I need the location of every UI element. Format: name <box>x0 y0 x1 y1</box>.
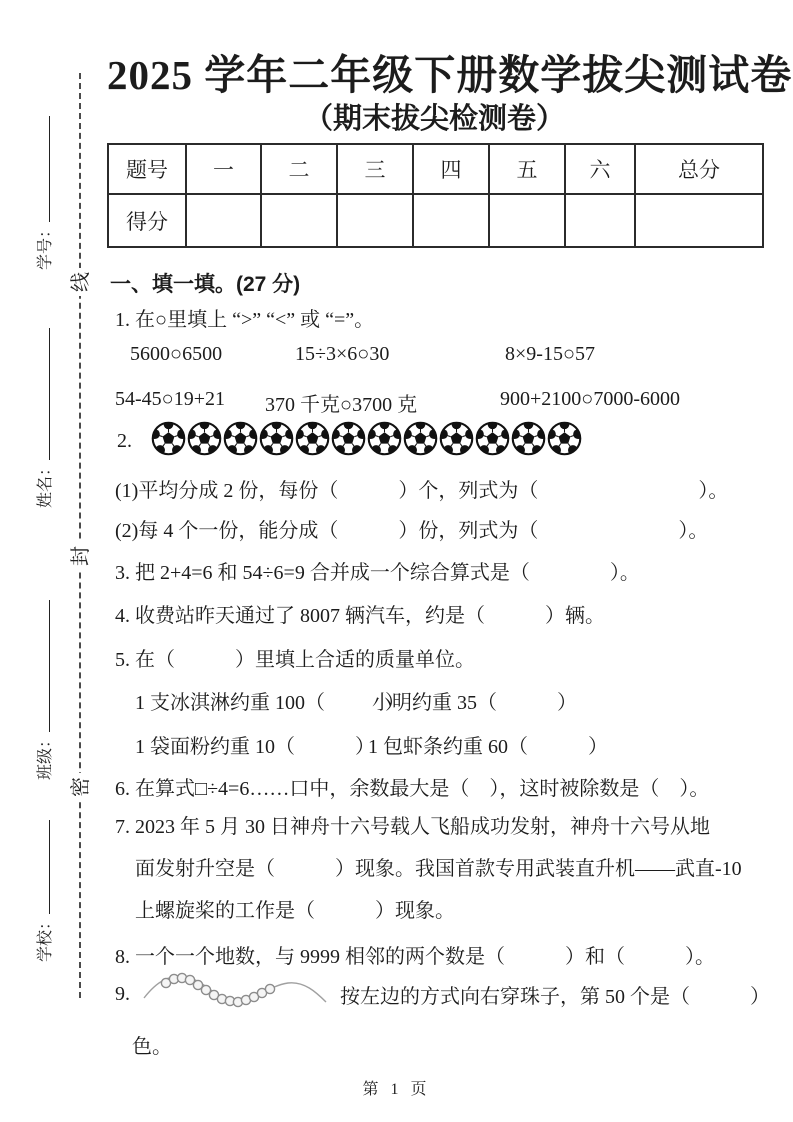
q1-expression: 54-45○19+21 <box>115 388 226 410</box>
student-number-blank <box>37 116 50 222</box>
question-8: 8. 一个一个地数，与 9999 相邻的两个数是（ ）和（ ）。 <box>115 946 715 968</box>
col-header-5: 五 <box>489 144 565 194</box>
question-9-text: 按左边的方式向右穿珠子，第 50 个是（ ） <box>340 986 770 1008</box>
school-blank <box>37 820 50 914</box>
q1-expression: 370 千克○3700 克 <box>265 394 418 416</box>
question-3: 3. 把 2+4=6 和 54÷6=9 合并成一个综合算式是（ ）。 <box>115 562 640 584</box>
soccer-balls <box>151 421 583 456</box>
col-header-1: 一 <box>186 144 261 194</box>
q1-expression: 15÷3×6○30 <box>295 343 390 365</box>
col-header-6: 六 <box>565 144 635 194</box>
q7-line-2: 面发射升空是（ ）现象。我国首款专用武装直升机——武直-10 <box>135 858 742 880</box>
score-cell <box>413 194 489 247</box>
soccer-ball-icon <box>547 421 582 456</box>
name-label: 姓名： <box>37 459 54 508</box>
question-2-sub-2: (2)每 4 个一份，能分成（ ）份，列式为（ ）。 <box>115 520 709 542</box>
score-table-header-row <box>108 144 763 194</box>
q7-line-1: 7. 2023 年 5 月 30 日神舟十六号载人飞船成功发射，神舟十六号从地 <box>115 816 710 838</box>
q7-line-3: 上螺旋桨的工作是（ ）现象。 <box>135 900 455 922</box>
school-label: 学校： <box>37 913 54 962</box>
soccer-ball-icon <box>259 421 294 456</box>
score-cell <box>565 194 635 247</box>
q5-item: 1 支冰淇淋约重 100（ ） <box>135 692 405 714</box>
question-9-number: 9. <box>115 983 130 1005</box>
q5-item: 1 袋面粉约重 10（ ） <box>135 736 375 758</box>
score-cell <box>261 194 337 247</box>
score-cell <box>337 194 413 247</box>
seal-char-line: 线 <box>68 268 94 296</box>
page-title: 2025 学年二年级下册数学拔尖测试卷 <box>107 52 793 98</box>
name-field <box>34 328 58 508</box>
col-header-2: 二 <box>261 144 337 194</box>
soccer-ball-icon <box>475 421 510 456</box>
score-table-score-row <box>108 194 763 247</box>
question-7 <box>115 806 742 932</box>
seal-char-feng: 封 <box>68 542 94 570</box>
page-number: 第 1 页 <box>362 1081 431 1098</box>
question-5: 5. 在（ ）里填上合适的质量单位。 <box>115 649 475 671</box>
score-cell <box>635 194 763 247</box>
question-9 <box>115 966 770 1023</box>
question-9-text-2: 色。 <box>132 1036 172 1058</box>
question-2-sub-1: (1)平均分成 2 份，每份（ ）个，列式为（ ）。 <box>115 480 729 502</box>
question-4: 4. 收费站昨天通过了 8007 辆汽车，约是（ ）辆。 <box>115 605 605 627</box>
soccer-ball-icon <box>187 421 222 456</box>
col-header-3: 三 <box>337 144 413 194</box>
score-cell <box>186 194 261 247</box>
q5-item: 小明约重 35（ ） <box>372 692 577 714</box>
question-2-number: 2. <box>117 430 132 452</box>
soccer-ball-icon <box>403 421 438 456</box>
bead-string <box>140 966 328 1023</box>
soccer-ball-icon <box>151 421 186 456</box>
page-subtitle: （期末拔尖检测卷） <box>303 103 565 135</box>
seal-dashed-line <box>79 73 81 998</box>
col-header-question-no: 题号 <box>108 144 186 194</box>
q1-expression: 900+2100○7000-6000 <box>500 388 681 410</box>
soccer-ball-icon <box>511 421 546 456</box>
q5-item: 1 包虾条约重 60（ ） <box>368 736 608 758</box>
score-table <box>107 143 764 248</box>
class-field <box>34 600 58 780</box>
q1-expression: 5600○6500 <box>130 343 223 365</box>
seal-char-mi: 密 <box>68 773 94 801</box>
soccer-ball-icon <box>367 421 402 456</box>
soccer-ball-icon <box>223 421 258 456</box>
school-field <box>34 820 58 962</box>
question-6: 6. 在算式□÷4=6……口中，余数最大是（ ），这时被除数是（ ）。 <box>115 778 710 800</box>
col-header-4: 四 <box>413 144 489 194</box>
col-header-total: 总分 <box>635 144 763 194</box>
q1-expression: 8×9-15○57 <box>505 343 596 365</box>
bead-string-icon <box>140 966 328 1018</box>
score-row-label: 得分 <box>108 194 186 247</box>
soccer-ball-icon <box>295 421 330 456</box>
soccer-ball-icon <box>439 421 474 456</box>
name-blank <box>37 328 50 460</box>
student-number-field <box>34 116 58 270</box>
soccer-ball-icon <box>331 421 366 456</box>
section-1-heading: 一、填一填。(27 分) <box>110 273 301 296</box>
student-number-label: 学号： <box>37 221 54 270</box>
class-blank <box>37 600 50 732</box>
question-1: 1. 在○里填上 “>” “<” 或 “=”。 <box>115 309 375 331</box>
class-label: 班级： <box>37 731 54 780</box>
paper-content <box>107 0 793 1122</box>
score-cell <box>489 194 565 247</box>
